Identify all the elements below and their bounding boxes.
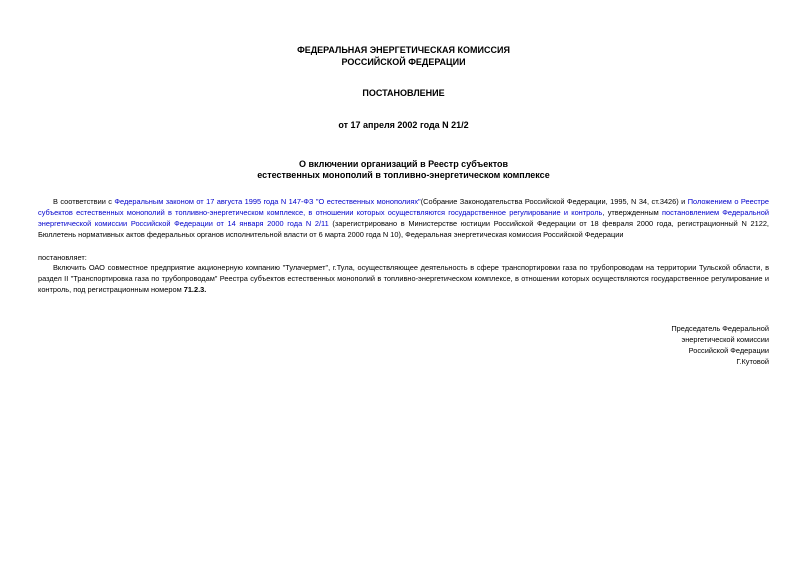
preamble-paragraph	[38, 196, 769, 240]
preamble-text-4: (зарегистрировано в Министерстве юстиции Российской Федерации от 18 февраля 2000 года, регистрационный N 2122, Бюллетень нормативных актов федеральных органов исполнительной власти от 6 марта 2000 года N 10), Федеральная энергетическая комиссия Российской Федерации	[38, 219, 769, 239]
signatory-name: Г.Кутовой	[736, 357, 769, 366]
signature-block	[671, 323, 769, 367]
document-date-number: от 17 апреля 2002 года N 21/2	[338, 120, 469, 130]
resolution-paragraph	[38, 262, 769, 295]
document-type: ПОСТАНОВЛЕНИЕ	[362, 88, 445, 98]
registry-regulation-link[interactable]: Положением о Реестре субъектов естественных монополий в топливно-энергетическом комплексе, в отношении которых осуществляются государственное регулирование и контроль	[38, 197, 769, 217]
preamble-text-3: , утвержденным	[602, 208, 663, 217]
agency-title-line1: ФЕДЕРАЛЬНАЯ ЭНЕРГЕТИЧЕСКАЯ КОМИССИЯ	[297, 45, 510, 55]
registration-number: 71.2.3.	[183, 285, 207, 294]
preamble-text-1: В соответствии с	[53, 197, 115, 206]
resolution-text: Включить ОАО совместное предприятие акционерную компанию "Тулачермет", г.Тула, осуществляющее деятельность в сфере транспортировки газа по трубопроводам на территории Тульской области, в раздел II "Транспортировка газа по трубопроводам" Реестра субъектов естественных монополий в топливно-энергетическом комплексе, в отношении которых осуществляются государственное регулирование и контроль, под регистрационным номером	[38, 263, 769, 294]
resolves-word: постановляет:	[38, 253, 87, 262]
fek-resolution-link[interactable]: постановлением Федеральной энергетической комиссии Российской Федерации от 14 января 2000 года N 2/11	[38, 208, 769, 228]
signatory-title-line3: Российской Федерации	[688, 346, 769, 355]
signatory-title-line1: Председатель Федеральной	[671, 324, 769, 333]
subject-title-line1: О включении организаций в Реестр субъектов	[298, 159, 509, 169]
agency-title-line2: РОССИЙСКОЙ ФЕДЕРАЦИИ	[341, 57, 466, 67]
preamble-text-2: (Собрание Законодательства Российской Федерации, 1995, N 34, ст.3426) и	[420, 197, 688, 206]
subject-title-line2: естественных монополий в топливно-энергетическом комплексе	[257, 170, 550, 180]
federal-law-link[interactable]: Федеральным законом от 17 августа 1995 года N 147-ФЗ "О естественных монополиях"	[114, 197, 421, 206]
signatory-title-line2: энергетической комиссии	[681, 335, 769, 344]
